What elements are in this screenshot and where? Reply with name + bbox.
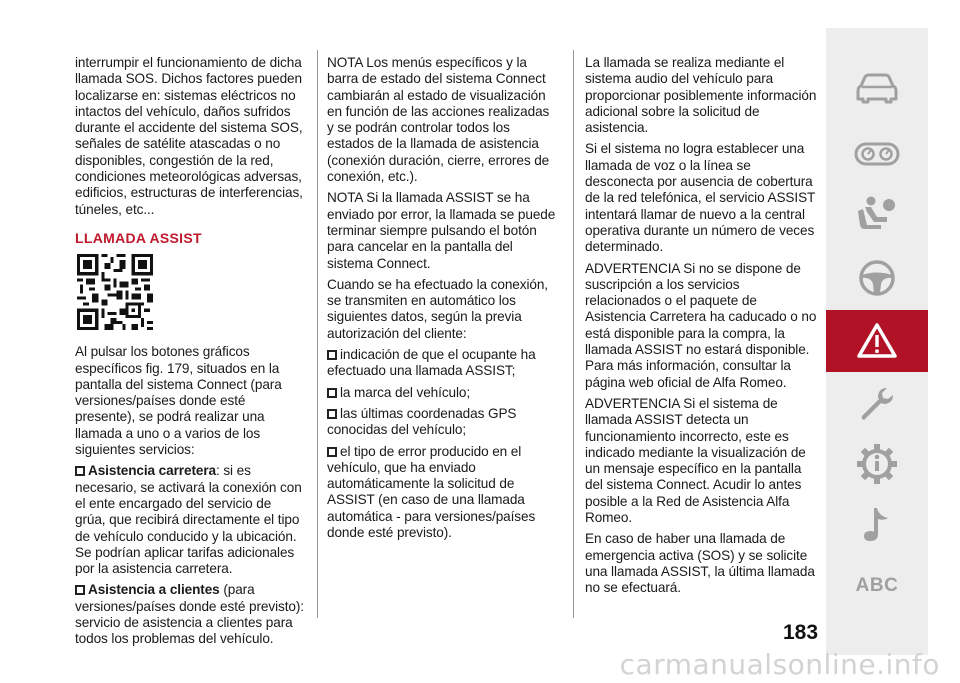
paragraph: Si el sistema no logra establecer una llamada de voz o la línea se desconecta por ausencia de cobertura de la red telefónica, el servicio ASSIST intentará llamar de nuevo a la central operativa durante un número de veces determinado. [585,141,815,255]
text-column-2 [327,55,559,546]
bullet-text: : si es necesario, se activará la conexión con el ente encargado del servicio de grúa, que recibirá directamente el tipo de vehículo conducido y la ubicación. Se podrían aplicar tarifas adicionales por la asistencia carretera. [75,463,302,577]
paragraph: NOTA Si la llamada ASSIST se ha enviado por error, la llamada se puede terminar siempre pulsando el botón para cancelar en la pantalla del sistema Connect. [327,190,556,271]
checkbox-bullet-icon [327,409,337,419]
seat-airbag-icon [857,195,897,233]
warning-triangle-icon [856,322,898,360]
text-column-1 [75,55,305,653]
bullet-item [327,444,559,542]
paragraph: Cuando se ha efectuado la conexión, se transmiten en automático los siguientes datos, según la previa autorización del cliente: [327,276,548,341]
bullet-text: el tipo de error producido en el vehículo, que ha enviado automáticamente la solicitud de ASSIST (en caso de una llamada automática - para versiones/países donde esté previsto). [327,443,536,541]
paragraph: NOTA Los menús específicos y la barra de estado del sistema Connect cambiarán al estado de visualización en función de las acciones realizadas y se podrán controlar todos los estados de la llamada de asistencia (conexión duración, cierre, errores de conexión, etc.). [327,55,550,185]
bullet-text: las últimas coordenadas GPS conocidas del vehículo; [327,405,517,438]
chapter-sidebar [826,28,928,655]
paragraph: En caso de haber una llamada de emergencia activa (SOS) y se solicite una llamada ASSIST, la última llamada no se efectuará. [585,531,815,596]
sidebar-item-technical-data[interactable] [826,434,928,494]
paragraph: La llamada se realiza mediante el sistema audio del vehículo para proporcionar posiblemente información adicional sobre la solicitud de asistencia. [585,55,817,136]
checkbox-bullet-icon [327,388,337,398]
bullet-title: Asistencia a clientes [88,582,220,598]
sidebar-item-maintenance[interactable] [826,374,928,434]
steering-wheel-icon [857,258,897,298]
checkbox-bullet-icon [327,350,337,360]
qr-code-icon [77,254,153,330]
sidebar-item-multimedia[interactable] [826,494,928,554]
gauges-icon [854,140,900,168]
sidebar-item-index[interactable] [826,556,928,616]
gear-info-icon [856,443,898,485]
paragraph: ADVERTENCIA Si el sistema de llamada ASSIST detecta un funcionamiento incorrecto, este es indicado mediante la visualización de un mensaje específico en la pantalla del sistema Connect. Acudir lo antes posible a la Red de Asistencia Alfa Romeo. [585,395,806,526]
bullet-text: la marca del vehículo; [340,384,471,400]
section-heading: LLAMADA ASSIST [75,229,202,246]
column-divider [573,50,574,618]
music-note-icon [860,504,894,544]
text-column-3 [585,55,817,602]
sidebar-item-instruments[interactable] [826,124,928,184]
sidebar-item-safety[interactable] [826,184,928,244]
bullet-item [327,385,559,401]
bullet-text: (para versiones/países donde esté previsto): servicio de asistencia a clientes para todos los problemas del vehículo. [75,582,304,647]
bullet-title: Asistencia carretera [88,463,216,479]
checkbox-bullet-icon [75,466,85,476]
bullet-item [327,406,559,439]
car-icon [855,72,899,104]
bullet-item [75,582,305,647]
sidebar-item-car[interactable] [826,58,928,118]
sidebar-item-emergency[interactable] [826,310,928,372]
sidebar-item-driving[interactable] [826,248,928,308]
index-label: ABC [855,575,899,596]
watermark: carmanualsonline.info [619,648,940,681]
bullet-text: indicación de que el ocupante ha efectuado una llamada ASSIST; [327,347,536,379]
bullet-item [327,347,559,380]
paragraph: Al pulsar los botones gráficos específicos fig. 179, situados en la pantalla del sistema Connect (para versiones/países donde esté presente), se podrá realizar una llamada a uno o a varios de los siguientes servicios: [75,344,282,458]
page-number: 183 [783,621,819,644]
paragraph: interrumpir el funcionamiento de dicha llamada SOS. Dichos factores pueden localizarse en: sistemas eléctricos no intactos del vehículo, daños sufridos durante el accidente del sistema SOS, señales de satélite atascadas o no disponibles, congestión de la red, condiciones meteorológicas adversas, edificios, estructuras de interferencias, túneles, etc... [75,55,303,217]
bullet-item [75,463,305,577]
column-divider [317,50,318,618]
paragraph: ADVERTENCIA Si no se dispone de suscripción a los servicios relacionados o el paquete de Asistencia Carretera ha caducado o no está disponible para la compra, la llamada ASSIST no estará disponible. Para más información, consultar la página web oficial de Alfa Romeo. [585,260,817,390]
checkbox-bullet-icon [75,585,85,595]
checkbox-bullet-icon [327,447,337,457]
wrench-icon [857,384,897,424]
